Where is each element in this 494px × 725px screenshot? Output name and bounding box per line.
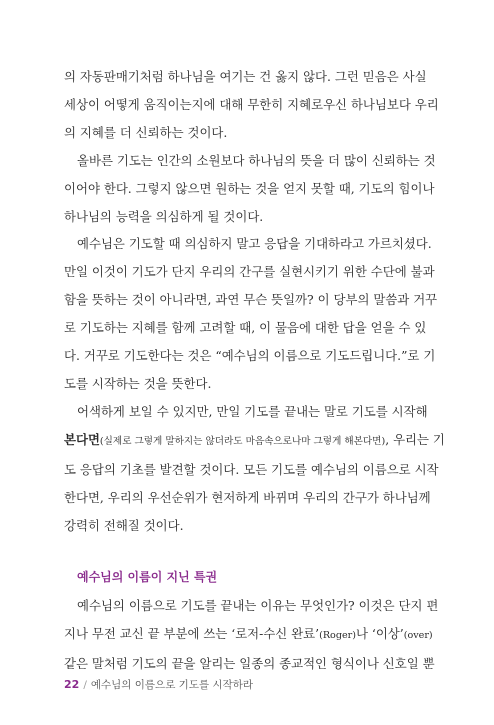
paragraph-4 (64, 398, 445, 540)
text-line: 올바른 기도는 인간의 소원보다 하나님의 뜻을 더 많이 신뢰하는 것 (77, 152, 436, 168)
text-line: 다. 거꾸로 기도한다는 것은 “예수님의 이름으로 기도드립니다.”로 기 (64, 348, 436, 364)
text-line: 어색하게 보일 수 있지만, 만일 기도를 끝내는 말로 기도를 시작해 (77, 403, 428, 419)
body-text (64, 63, 445, 678)
paragraph-3 (64, 230, 438, 397)
text-line: 함을 뜻하는 것이 아니라면, 과연 무슨 뜻일까? 이 당부의 말씀과 거꾸 (64, 292, 438, 308)
section-heading: 예수님의 이름이 지닌 특권 (77, 570, 218, 585)
text-fragment: 나 ‘이상’ (355, 626, 404, 642)
text-fragment: 지나 무전 교신 끝 부분에 쓰는 ‘로저-수신 완료’ (64, 626, 320, 642)
text-fragment: , 우리는 기 (385, 431, 445, 447)
text-line: 예수님의 이름으로 기도를 끝내는 이유는 무엇인가? 이것은 단지 편 (77, 598, 439, 614)
text-line: 의 자동판매기처럼 하나님을 여기는 건 옳지 않다. 그런 믿음은 사실 (64, 69, 427, 84)
english-note: (over) (403, 630, 433, 642)
text-line: 도 응답의 기초를 발견할 것이다. 모든 기도를 예수님의 이름으로 시작 (64, 461, 439, 477)
text-line-mixed (64, 620, 433, 650)
text-line: 만일 이것이 기도가 단지 우리의 간구를 실현시키기 위한 수단에 불과 (64, 264, 435, 280)
chapter-title: 예수님의 이름으로 기도를 시작하라 (90, 679, 254, 691)
page-footer (64, 677, 253, 692)
text-line: 이어야 한다. 그렇지 않으면 원하는 것을 얻지 못할 때, 기도의 힘이나 (64, 180, 435, 196)
english-note: (Roger) (319, 630, 356, 642)
paragraph-1 (64, 63, 439, 147)
text-line: 하나님의 능력을 의심하게 될 것이다. (64, 208, 264, 224)
parenthetical-note: (실제로 그렇게 말하지는 않더라도 마음속으로나마 그렇게 해본다면) (99, 435, 386, 447)
paragraph-2 (64, 147, 436, 231)
text-line: 예수님은 기도할 때 의심하지 말고 응답을 기대하라고 가르치셨다. (77, 236, 432, 252)
text-line: 한다면, 우리의 우선순위가 현저하게 바뀌며 우리의 간구가 하나님께 (64, 489, 431, 505)
text-line: 강력히 전해질 것이다. (64, 517, 184, 533)
text-line: 의 지혜를 더 신뢰하는 것이다. (64, 124, 228, 140)
footer-separator: / (83, 679, 87, 691)
text-line: 세상이 어떻게 움직이는지에 대해 무한히 지혜로우신 하나님보다 우리 (64, 96, 439, 112)
text-line: 같은 말처럼 기도의 끝을 알리는 일종의 종교적인 형식이나 신호일 뿐 (64, 656, 435, 672)
paragraph-5 (64, 592, 439, 678)
page-number: 22 (64, 678, 80, 691)
text-line-mixed (64, 426, 445, 456)
text-line: 도를 시작하는 것을 뜻한다. (64, 375, 212, 391)
bold-phrase: 본다면 (64, 431, 100, 447)
text-line: 로 기도하는 지혜를 함께 고려할 때, 이 물음에 대한 답을 얻을 수 있 (64, 320, 427, 336)
